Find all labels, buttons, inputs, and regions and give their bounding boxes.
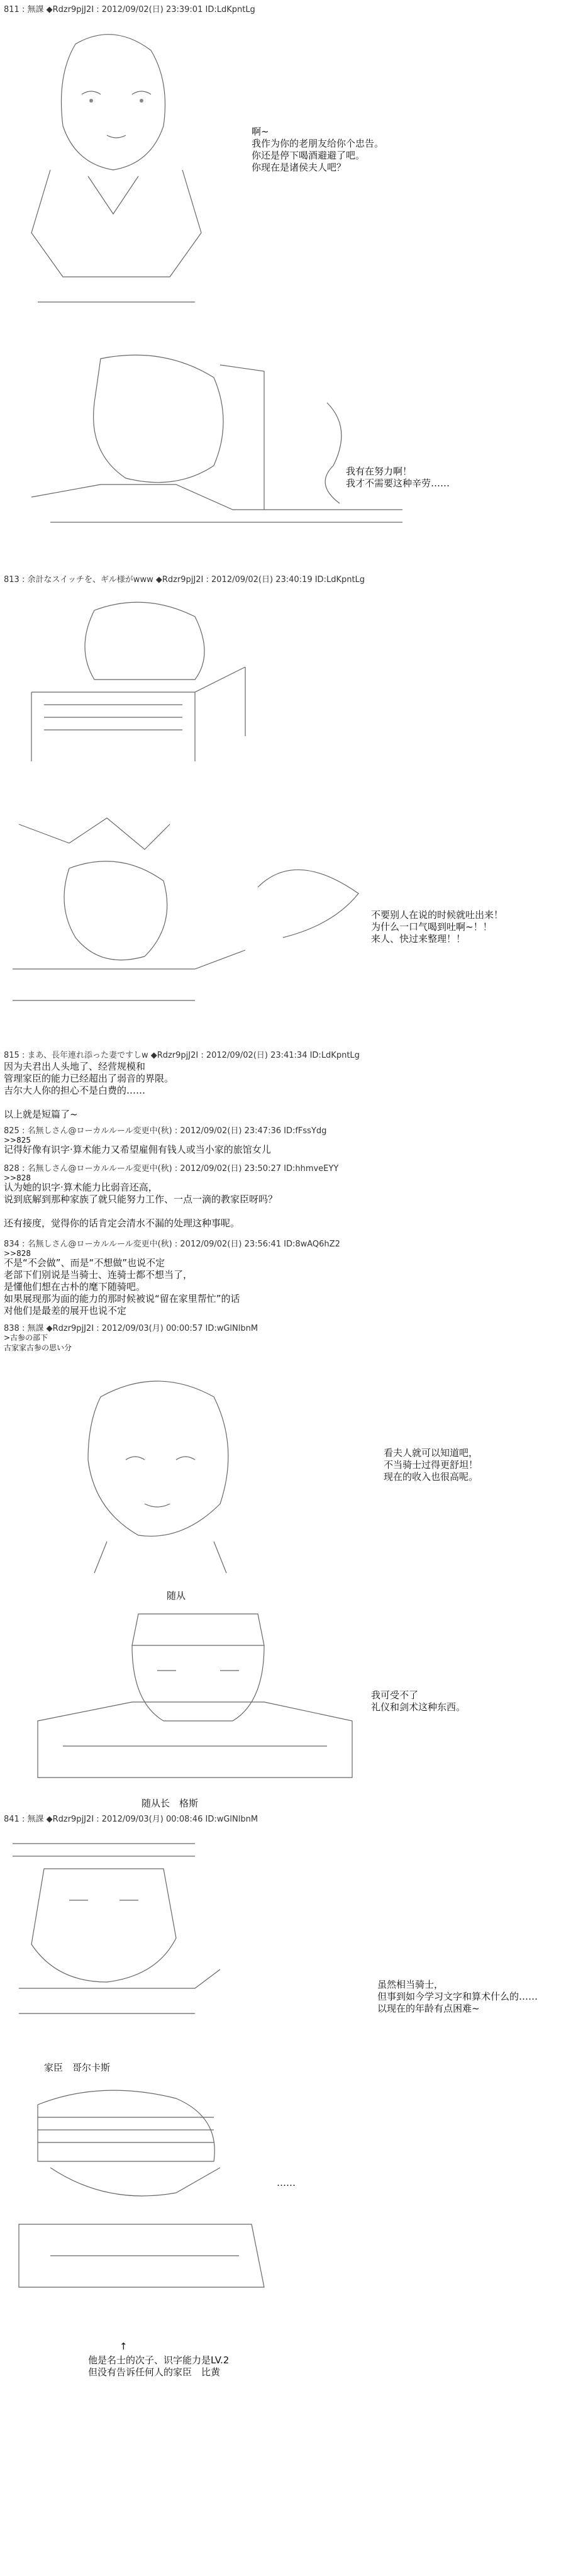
post-838-ref: >古参の部下 [4, 1333, 48, 1342]
dialog-4: 看夫人就可以知道吧， 不当骑士过得更舒坦！ 现在的收入也很高呢。 [384, 1447, 479, 1482]
ascii-art-desk-scene-drawing [19, 598, 270, 774]
ascii-art-attendant-chief [25, 1608, 371, 1790]
post-828-body: 认为她的识字·算术能力比弱音还高， 说到底解到那种家族了就只能努力工作、一点一滴的教家臣呀吗？ 还有接度，觉得你的话肯定会清水不漏的处理这种事呢。 [4, 1182, 278, 1229]
ascii-art-vassal-drawing [6, 1831, 270, 2045]
ascii-art-desk-scene [19, 598, 270, 774]
caption-vassal: 家臣 哥尔卡斯 [44, 2062, 111, 2073]
post-header-811: 811 : 無課 ◆Rdzr9pjJ2I : 2012/09/02(日) 23:39:01 ID:LdKpntLg [4, 5, 255, 14]
post-841-arrow: ↑ [119, 2341, 128, 2352]
ascii-art-character-2-drawing [25, 352, 434, 541]
post-header-815: 815 : まあ、長年連れ添った妻ですしw ◆Rdzr9pjJ2I : 2012/09/02(日) 23:41:34 ID:LdKpntLg [4, 1051, 360, 1060]
post-834-body: 不是“不会做”、而是“不想做”也说不定 老部下们别说是当骑士、连骑士都不想当了， 是懂他们想在古朴的麾下随骑吧。 如果展现那为面的能力的那时候被说“留在家里帮忙”的话 对他们是最差的展开也说不定 [4, 1257, 240, 1316]
dialog-7: …… [277, 2177, 296, 2188]
ascii-art-character-3-drawing [6, 812, 396, 1019]
caption-attendant-chief: 随从长 格斯 [142, 1798, 199, 1809]
post-header-834: 834 : 名無しさん@ローカルルール変更中(秋) : 2012/09/02(日) 23:56:41 ID:8wAQ6hZ2 [4, 1240, 340, 1249]
ascii-art-character-3 [6, 812, 396, 1019]
ascii-art-bowing-man [13, 2080, 283, 2306]
post-834-ref: >>828 [4, 1249, 31, 1258]
post-825-ref: >>825 [4, 1136, 31, 1145]
ascii-art-character-1 [13, 25, 220, 315]
dialog-5: 我可受不了 礼仪和剑术这种东西。 [371, 1689, 466, 1713]
ascii-art-attendant-drawing [57, 1372, 264, 1579]
post-header-838: 838 : 無課 ◆Rdzr9pjJ2I : 2012/09/03(月) 00:00:57 ID:wGlNlbnM [4, 1324, 258, 1333]
ascii-art-attendant-chief-drawing [25, 1608, 371, 1790]
post-828-ref: >>828 [4, 1173, 31, 1182]
dialog-2: 我有在努力啊！ 我才不需要这种辛劳…… [346, 466, 450, 489]
post-header-841: 841 : 無課 ◆Rdzr9pjJ2I : 2012/09/03(月) 00:08:46 ID:wGlNlbnM [4, 1815, 258, 1824]
post-header-828: 828 : 名無しさん@ローカルルール変更中(秋) : 2012/09/02(日) 23:50:27 ID:hhmveEYY [4, 1164, 339, 1173]
ascii-art-vassal [6, 1831, 270, 2045]
caption-attendant: 随从 [167, 1590, 186, 1601]
ascii-art-attendant [57, 1372, 264, 1579]
post-825-body: 记得好像有识字·算术能力又希望雇佣有钱人或当小家的旅馆女儿 [4, 1144, 271, 1155]
dialog-3: 不要别人在说的时候就吐出来！ 为什么一口气喝到吐啊~！！ 来人、快过来整理！！ [371, 909, 504, 944]
post-841-bottom-text: 他是名士的次子、识字能力是LV.2 但没有告诉任何人的家臣 比黄 [88, 2355, 230, 2378]
dialog-6: 虽然相当骑士， 但事到如今学习文字和算术什么的…… 以现在的年龄有点困难~ [377, 1979, 538, 2014]
ascii-art-bowing-man-drawing [13, 2080, 283, 2306]
post-header-813: 813 : 余計なスイッチを、ギル様がwww ◆Rdzr9pjJ2I : 2012/09/02(日) 23:40:19 ID:LdKpntLg [4, 575, 365, 585]
post-838-body: 古家家古参の思い分 [4, 1343, 72, 1352]
dialog-1: 啊~ 我作为你的老朋友给你个忠告。 你还是停下喝酒避避了吧。 你现在是诸侯夫人吧？ [252, 126, 384, 173]
ascii-art-character-1-drawing [13, 25, 220, 315]
post-815-body: 因为夫君出人头地了、经营规模和 管理家臣的能力已经超出了弱音的界限。 吉尔大人你的担心不是白费的…… 以上就是短篇了~ [4, 1061, 174, 1120]
post-header-825: 825 : 名無しさん@ローカルルール変更中(秋) : 2012/09/02(日) 23:47:36 ID:fFssYdg [4, 1126, 327, 1136]
ascii-art-character-2 [25, 352, 434, 541]
